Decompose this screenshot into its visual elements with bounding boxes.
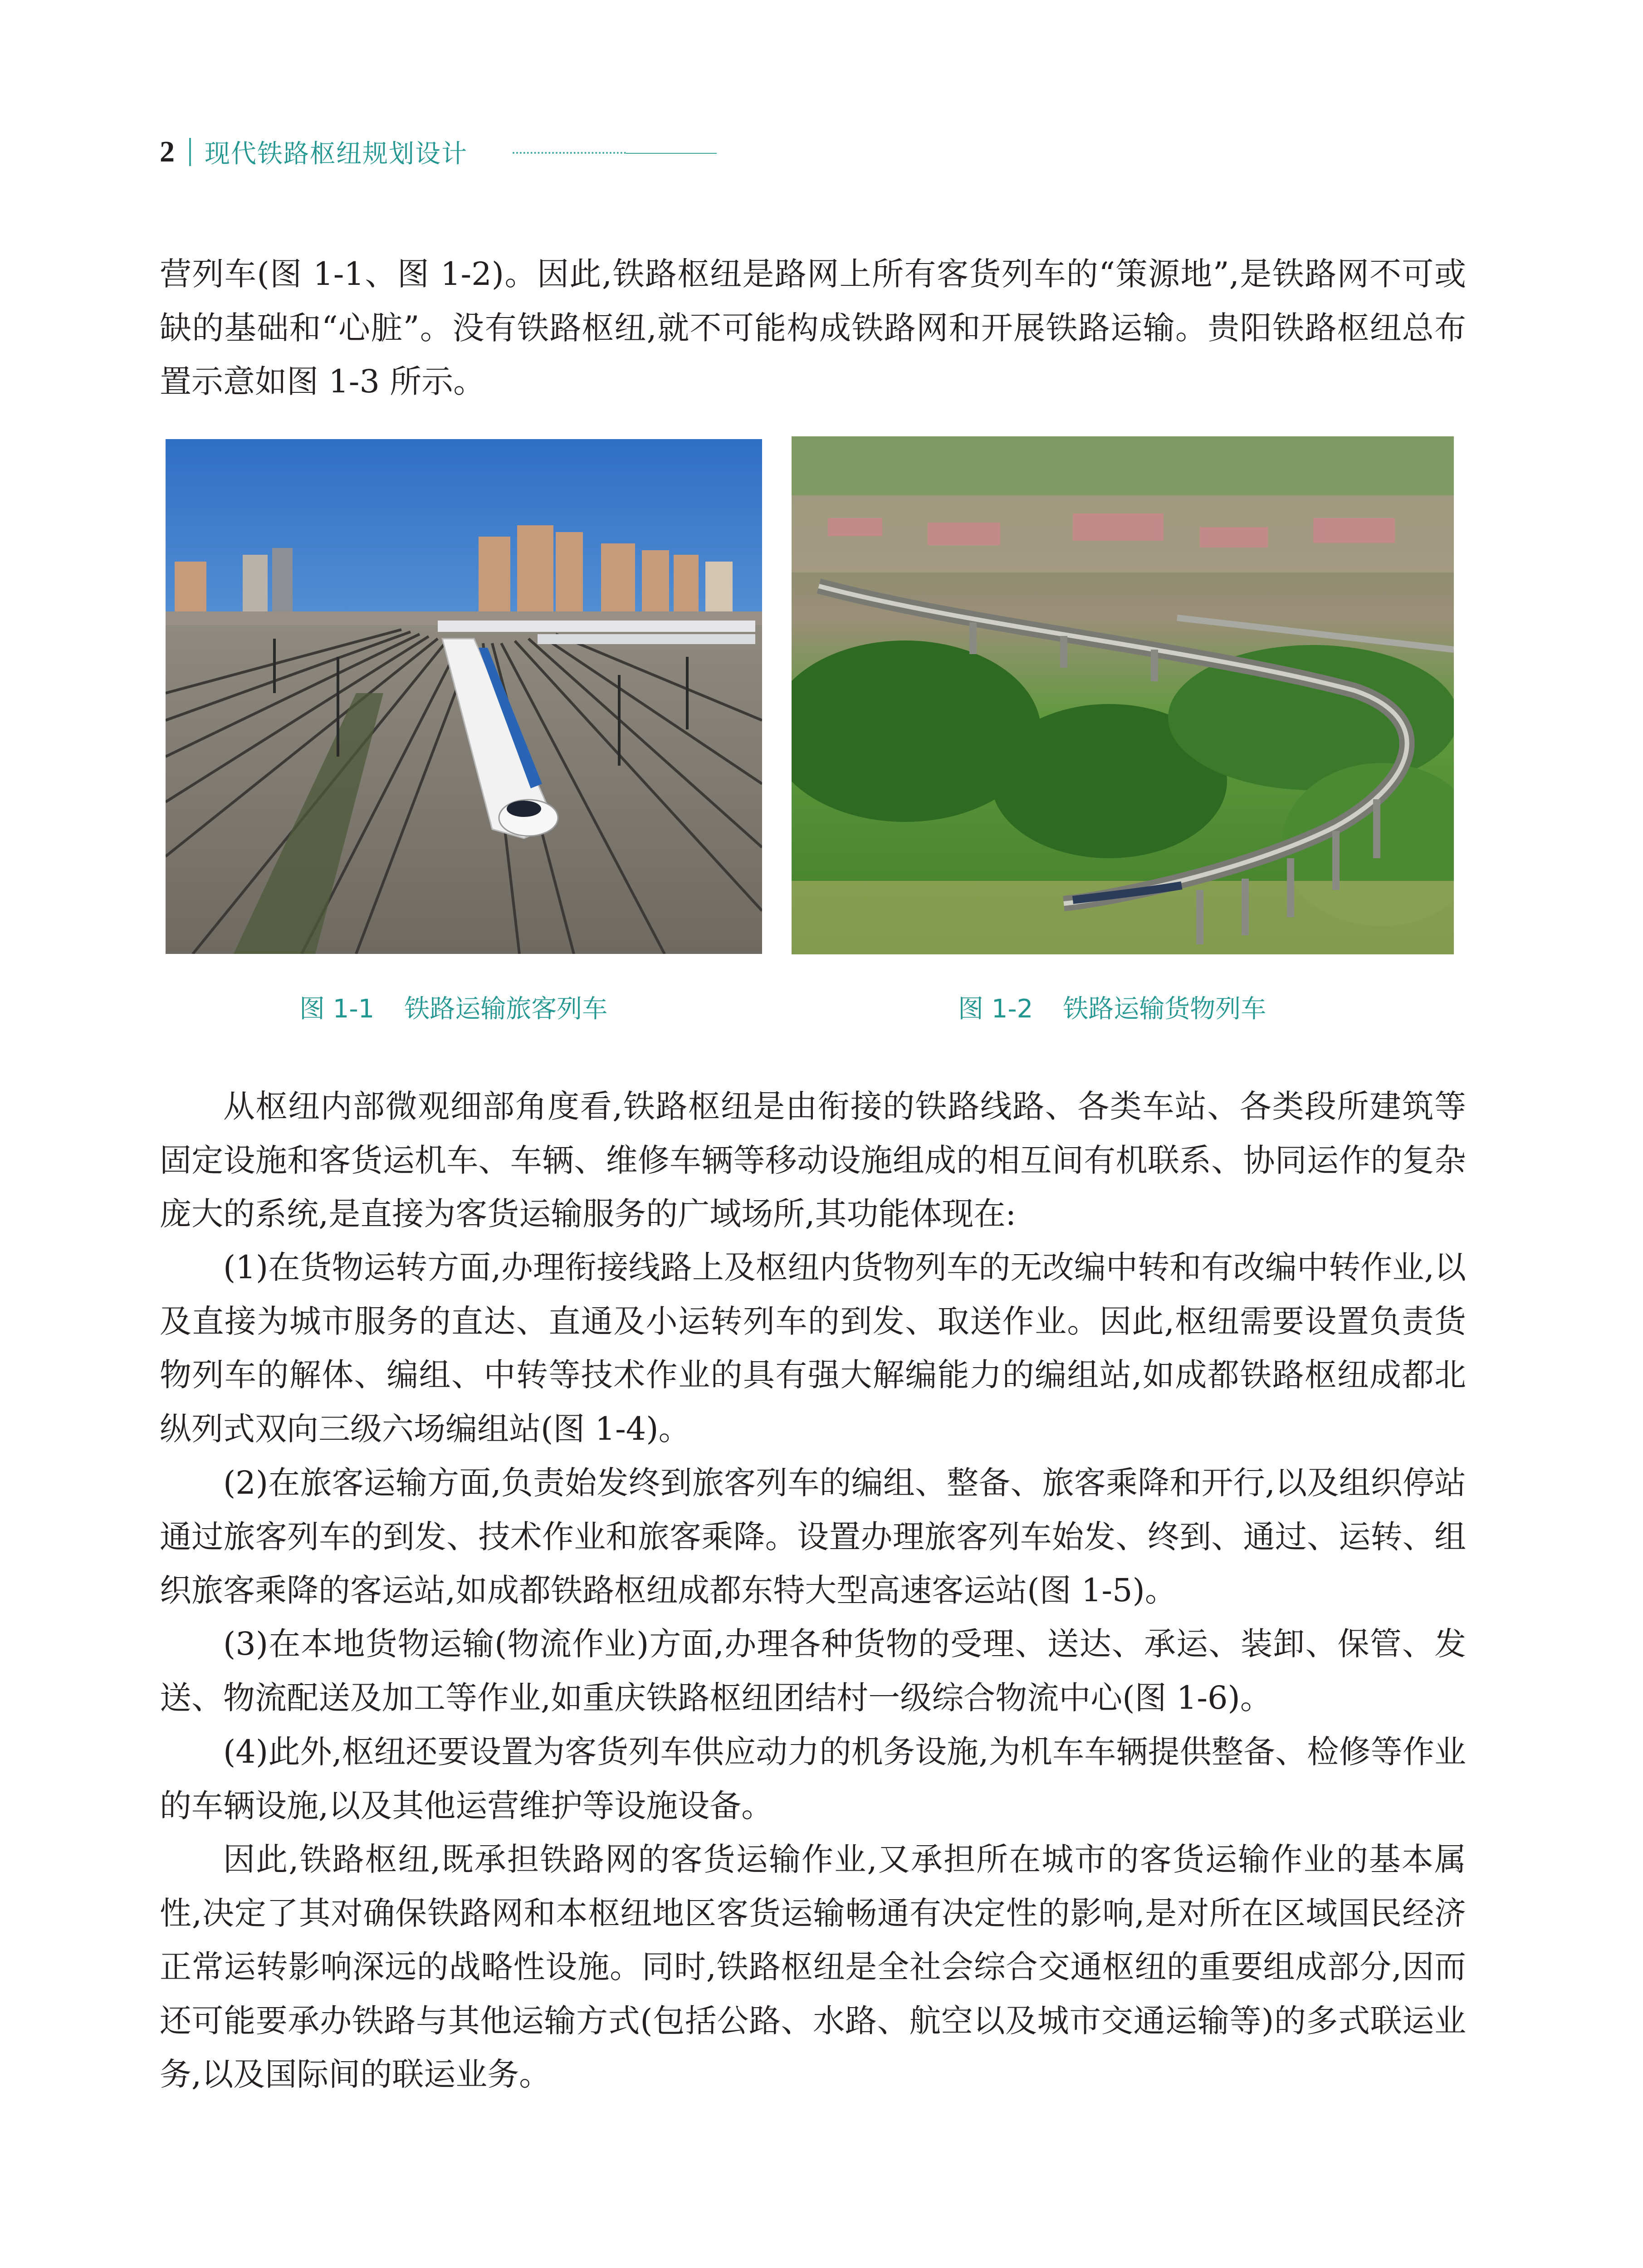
- figure-1-1-title: 铁路运输旅客列车: [404, 994, 608, 1024]
- book-title: 现代铁路枢纽规划设计: [205, 139, 468, 169]
- body-paragraph-5: (4)此外,枢纽还要设置为客货列车供应动力的机务设施,为机车车辆提供整备、检修等作业的车辆设施,以及其他运营维护等设施设备。: [160, 1733, 1466, 1824]
- body-paragraph-6: 因此,铁路枢纽,既承担铁路网的客货运输作业,又承担所在城市的客货运输作业的基本属性,决定了其对确保铁路网和本枢纽地区客货运输畅通有决定性的影响,是对所在区域国民经济正常运转影响深远的战略性设施。同时,铁路枢纽是全社会综合交通枢纽的重要组成部分,因而还可能要承办铁路与其他运输方式(包括公路、水路、航空以及城市交通运输等)的多式联运业务,以及国际间的联运业务。: [160, 1841, 1466, 2093]
- figure-1-2-title: 铁路运输货物列车: [1063, 994, 1266, 1024]
- freight-viaduct-illustration: [792, 436, 1454, 954]
- intro-paragraph: 营列车(图 1-1、图 1-2)。因此,铁路枢纽是路网上所有客货列车的“策源地”,是铁路网不可或缺的基础和“心脏”。没有铁路枢纽,就不可能构成铁路网和开展铁路运输。贵阳铁路枢纽总布置示意如图 1-3 所示。: [160, 255, 1466, 400]
- body-paragraph-4: (3)在本地货物运输(物流作业)方面,办理各种货物的受理、送达、承运、装卸、保管、发送、物流配送及加工等作业,如重庆铁路枢纽团结村一级综合物流中心(图 1-6)。: [160, 1625, 1466, 1716]
- figure-1-1-number: 图 1-1: [299, 994, 375, 1024]
- figure-1-2-caption: [958, 989, 1266, 1030]
- running-header: [160, 132, 468, 172]
- body-paragraph-1: 从枢纽内部微观细部角度看,铁路枢纽是由衔接的铁路线路、各类车站、各类段所建筑等固定设施和客货运机车、车辆、维修车辆等移动设施组成的相互间有机联系、协同运作的复杂庞大的系统,是直接为客货运输服务的广域场所,其功能体现在:: [160, 1088, 1466, 1232]
- body-paragraph-3: (2)在旅客运输方面,负责始发终到旅客列车的编组、整备、旅客乘降和开行,以及组织停站通过旅客列车的到发、技术作业和旅客乘降。设置办理旅客列车始发、终到、通过、运转、组织旅客乘降的客运站,如成都铁路枢纽成都东特大型高速客运站(图 1-5)。: [160, 1464, 1466, 1609]
- figure-1-1-photo: [166, 439, 762, 954]
- body-paragraph-2: (1)在货物运转方面,办理衔接线路上及枢纽内货物列车的无改编中转和有改编中转作业,以及直接为城市服务的直达、直通及小运转列车的到发、取送作业。因此,枢纽需要设置负责货物列车的解体、编组、中转等技术作业的具有强大解编能力的编组站,如成都铁路枢纽成都北纵列式双向三级六场编组站(图 1-4)。: [160, 1249, 1466, 1447]
- figure-1-2-photo: [792, 436, 1454, 954]
- page-number: 2: [160, 135, 175, 168]
- header-separator: [189, 138, 191, 166]
- figure-1-2-number: 图 1-2: [958, 994, 1033, 1024]
- figure-1-1-caption: [299, 989, 607, 1030]
- passenger-train-illustration: [166, 439, 762, 954]
